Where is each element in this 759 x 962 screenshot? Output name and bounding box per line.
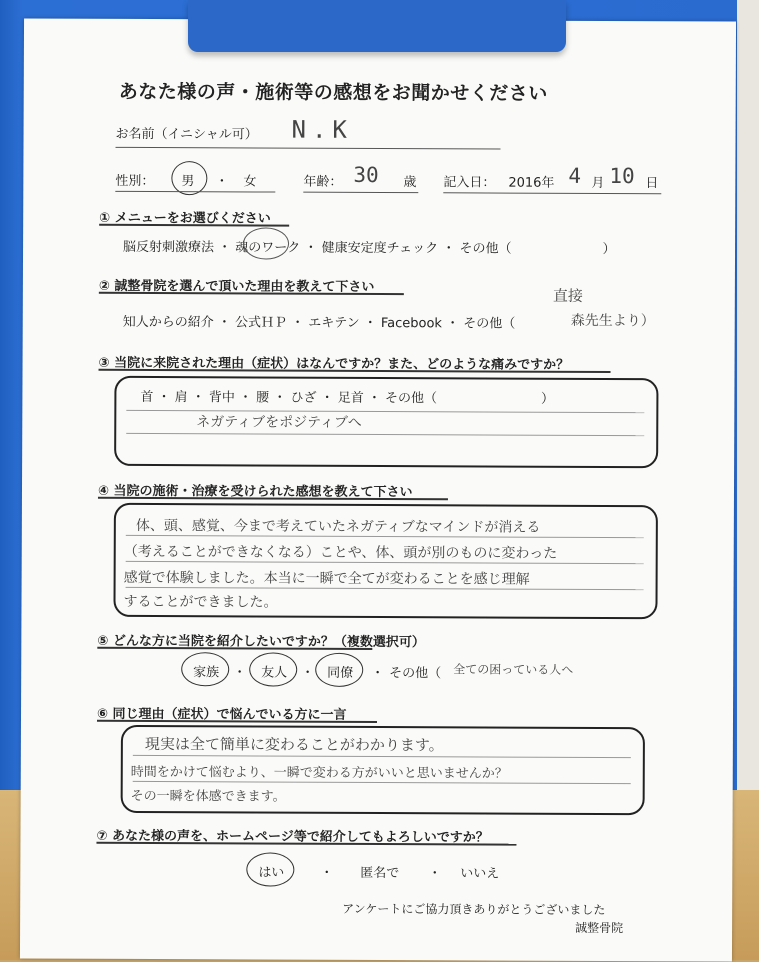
q4-heading-underline	[98, 497, 448, 501]
q2-options: 知人からの紹介 ・ 公式ＨＰ ・ エキテン ・ Facebook ・ その他（	[122, 314, 516, 332]
q7-separator: ・	[320, 865, 334, 881]
gender-label: 性別：	[115, 173, 155, 190]
q3-answer-box	[114, 376, 658, 468]
q6-answer-box	[121, 725, 645, 815]
q4-answer-line: 体、頭、感覚、今まで考えていたネガティブなマインドが消える	[135, 517, 541, 536]
q1-heading-underline	[99, 224, 289, 227]
q4-heading: ④ 当院の施術・治療を受けられた感想を教えて下さい	[97, 483, 413, 501]
q5-heading-underline	[97, 647, 372, 650]
q6-rule	[133, 781, 631, 784]
footer-thanks: アンケートにご協力頂きありがとうございました	[342, 901, 606, 917]
date-month-unit: 月	[591, 175, 605, 191]
q5-other-value: 全ての困っている人へ	[453, 662, 574, 677]
age-underline	[303, 192, 418, 194]
q1-selection-mark	[243, 227, 289, 259]
q6-heading: ⑥ 同じ理由（症状）で悩んでいる方に一言	[96, 706, 347, 723]
q4-answer-line: （考えることができなくなる）ことや、体、頭が別のものに変わった	[123, 543, 558, 562]
q5-opt-other: その他（	[389, 666, 442, 682]
q4-rule	[126, 587, 644, 590]
q4-answer-line: 感覚で体験しました。本当に一瞬で全てが変わることを感じ理解	[123, 569, 530, 588]
age-value: 30	[353, 162, 379, 187]
q5-separator: ・	[301, 665, 315, 681]
q3-options: 首 ・ 肩 ・ 背中 ・ 腰 ・ ひざ ・ 足首 ・ その他（ ）	[140, 389, 555, 407]
q4-answer-line: することができました。	[123, 593, 278, 611]
gender-male: 男	[181, 174, 195, 190]
questionnaire-sheet	[20, 18, 736, 961]
q3-rule	[126, 433, 644, 436]
q6-answer-line: その一瞬を体感できます。	[130, 788, 286, 805]
q5-separator: ・	[371, 665, 385, 682]
q7-opt-no: いいえ	[460, 866, 500, 882]
q6-answer-line: 時間をかけて悩むより、一瞬で変わる方がいいと思いませんか？	[130, 764, 508, 782]
q2-heading-underline	[99, 292, 404, 295]
q5-heading: ⑤ どんな方に当院を紹介したいですか？（複数選択可）	[97, 633, 425, 651]
q4-rule	[126, 535, 644, 538]
q7-opt-yes: はい	[258, 865, 285, 881]
date-day-unit: 日	[645, 176, 659, 192]
q3-answer: ネガティブをポジティブへ	[196, 414, 362, 431]
gender-female: 女	[243, 174, 257, 190]
q3-heading: ③ 当院に来院された理由（症状）はなんですか？また、どのような痛みですか？	[98, 355, 570, 373]
q5-opt-family: 家族	[193, 665, 220, 681]
q5-opt-friend: 友人	[261, 665, 288, 681]
q7-heading: ⑦ あなた様の声を、ホームページ等で紹介してもよろしいですか？	[96, 828, 489, 846]
q6-rule	[133, 755, 631, 758]
footer-clinic: 誠整骨院	[575, 920, 624, 936]
q7-heading-underline	[96, 842, 516, 846]
form-title: あなた様の声・施術等の感想をお聞かせください	[118, 80, 548, 105]
date-label: 記入日：	[443, 175, 496, 191]
name-value: N.K	[291, 115, 353, 144]
gender-separator: ・	[215, 174, 229, 190]
q2-heading: ② 誠整骨院を選んで頂いた理由を教えて下さい	[98, 278, 375, 295]
name-underline	[115, 147, 500, 150]
q2-handwritten-note: 直接	[552, 286, 583, 305]
date-underline	[443, 192, 661, 194]
age-label: 年齢：	[303, 174, 343, 190]
q6-answer-line: 現実は全て簡単に変わることがわかります。	[144, 734, 444, 755]
date-day-value: 10	[609, 164, 635, 189]
date-month-value: 4	[568, 163, 582, 188]
date-year: 2016年	[508, 175, 555, 191]
q7-opt-anon: 匿名で	[360, 865, 400, 882]
q7-separator: ・	[428, 866, 442, 882]
q2-handwritten-other: 森先生より）	[570, 312, 655, 330]
q1-options: 脳反射刺激療法 ・ 魂のワーク ・ 健康安定度チェック ・ その他（ ）	[123, 239, 616, 258]
q5-opt-colleague: 同僚	[327, 665, 354, 681]
age-unit: 歳	[403, 175, 417, 191]
q4-rule	[126, 561, 644, 564]
clipboard-clip	[188, 0, 566, 52]
name-label: お名前（イニシャル可）	[115, 126, 258, 143]
q5-separator: ・	[233, 665, 247, 681]
q6-heading-underline	[97, 720, 377, 723]
q1-heading: ① メニューをお選びください	[99, 210, 271, 227]
q4-answer-box	[113, 503, 657, 619]
